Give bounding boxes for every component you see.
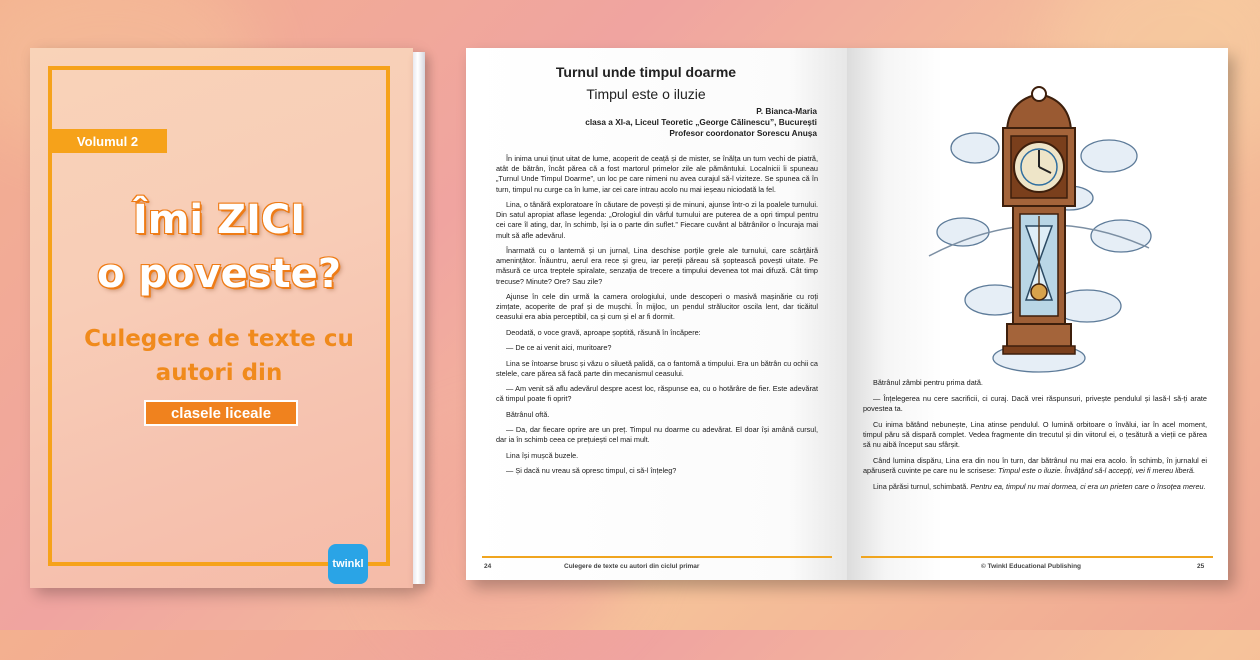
paragraph: În inima unui ținut uitat de lume, acoperit de ceață și de mister, se înălța un turn vechi de piatră, atât de bătrân, încât părea că a fost martorul primelor zile ale pământului. Localnicii îi spuneau „Turnul Unde Timpul Doarme”, un loc pe care nimeni nu avea curajul să-l viziteze. Se spunea că în turn, timpul nu curge ca în lume, iar cei care intrau acolo nu mai ieșeau niciodată la fel. [496,154,818,194]
author-coordinator: Profesor coordonator Sorescu Anușa [669,128,817,138]
paragraph: Bătrânul oftă. [506,409,550,419]
paragraph [863,482,1207,492]
footer-left: Culegere de texte cu autori din ciclul primar [564,563,700,570]
cover-subtitle-line1: Culegere de texte cu [84,326,354,352]
book-page-edges [413,52,425,584]
cover-title-line2: o poveste? [97,251,341,297]
paragraph: Deodată, o voce gravă, aproape șoptită, răsună în încăpere: [506,327,701,337]
paragraph: — Înțelegerea nu cere sacrificii, ci curaj. Dacă vrei răspunsuri, privește pendulul și lasă-l să-ți arate povestea ta. [863,393,1207,413]
paragraph: Lina se întoarse brusc și văzu o siluetă palidă, ca o fantomă a timpului. Era un bătrân cu ochii ca stelele, care părea să facă parte din mecanismul ceasului. [496,358,818,378]
story-body-continued [863,378,1207,497]
story-subtitle: Timpul este o iluzie [586,86,706,102]
paragraph-text: Lina părăsi turnul, schimbată. [873,481,971,491]
paragraph: Lina, o tânără exploratoare în căutare de povești și de minuni, ajunse într-o zi la poalele turnului. Din satul apropiat aflase legenda: „Orologiul din vârful turnului are puterea de a opri timpul pentru cei care îl ating, dar, în schimb, își ia o parte din suflet.” Fiecare cuvânt al bătrânilor o încuraja mai mult să afle adevărul. [496,200,818,240]
grandfather-clock-icon [909,78,1169,378]
page-number-right: 25 [1197,563,1205,570]
book-cover [30,48,413,588]
paragraph: Cu inima bătând nebunește, Lina atinse pendulul. O lumină orbitoare o învălui, iar în acel moment, timpul păru să dispară complet. Vedea fragmente din trecutul și din viitorul ei, o țesătură a vieții ce părea să nu aibă început sau sfârșit. [863,419,1207,450]
clock-illustration [909,78,1169,378]
paragraph-text: Când lumina dispăru, Lina era din nou în turn, dar bătrânul nu mai era acolo. În schimb, în jurnalul ei apăruseră cuvinte pe care nu le scrisese: [863,455,1207,475]
right-page [847,48,1228,580]
paragraph: — Am venit să aflu adevărul despre acest loc, răspunse ea, cu o hotărâre de fier. Este adevărat că timpul poate fi oprit? [496,384,818,404]
left-page [466,48,847,580]
author-name: P. Bianca-Maria [756,106,817,116]
paragraph: Bătrânul zâmbi pentru prima dată. [873,378,983,387]
story-title: Turnul unde timpul doarme [555,64,737,80]
footer-rule [861,556,1213,558]
volume-badge: Volumul 2 [48,129,167,153]
author-school: clasa a XI-a, Liceul Teoretic „George Călinescu”, București [585,117,817,127]
paragraph: — Și dacă nu vreau să opresc timpul, ci să-l înțeleg? [506,466,677,476]
story-body [496,154,818,482]
twinkl-logo: twinkl [328,544,368,584]
cover-subtitle-line2: autori din [155,360,283,386]
paragraph: — Da, dar fiecare oprire are un preț. Timpul nu doarme cu adevărat. El doar își amână cursul, dar ia în schimb ceea ce prețuiești cel mai mult. [496,425,818,445]
paragraph: — De ce ai venit aici, muritoare? [506,343,612,353]
footer-right: © Twinkl Educational Publishing [981,563,1082,570]
footer-rule [482,556,832,558]
page-number-left: 24 [484,563,492,570]
cover-title-line1: Îmi ZICI [132,197,306,243]
paragraph: Ajunse în cele din urmă la camera orologiului, unde descoperi o masivă mașinărie cu roți zimțate, acoperite de praf și de mușchi. În mijloc, un pendul strălucitor oscila lent, dar ticăitul ceasului era abia perceptibil, ca și cum și el ar fi dormit. [496,292,818,322]
paragraph-emphasis: Timpul este o iluzie. Învățând să-l accepți, vei fi mereu liberă. [998,465,1196,475]
byline [585,106,817,139]
paragraph: Înarmată cu o lanternă și un jurnal, Lina deschise porțile grele ale turnului, care scârțâiră amenințător. Înăuntru, aerul era rece și greu, iar pereții păreau să șoptească povești uitate. Pe măsură ce urca treptele spiralate, senzația de trecere a timpului devenea tot mai difuză. Cât timp trecuse? Minute? Ore? Sau zile? [496,246,818,286]
open-book [466,48,1228,580]
paragraph-emphasis: Pentru ea, timpul nu mai dormea, ci era un prieten care o însoțea mereu. [970,481,1206,491]
paragraph: Lina își mușcă buzele. [506,450,579,460]
paragraph [863,456,1207,476]
cover-tag: clasele liceale [144,400,298,426]
